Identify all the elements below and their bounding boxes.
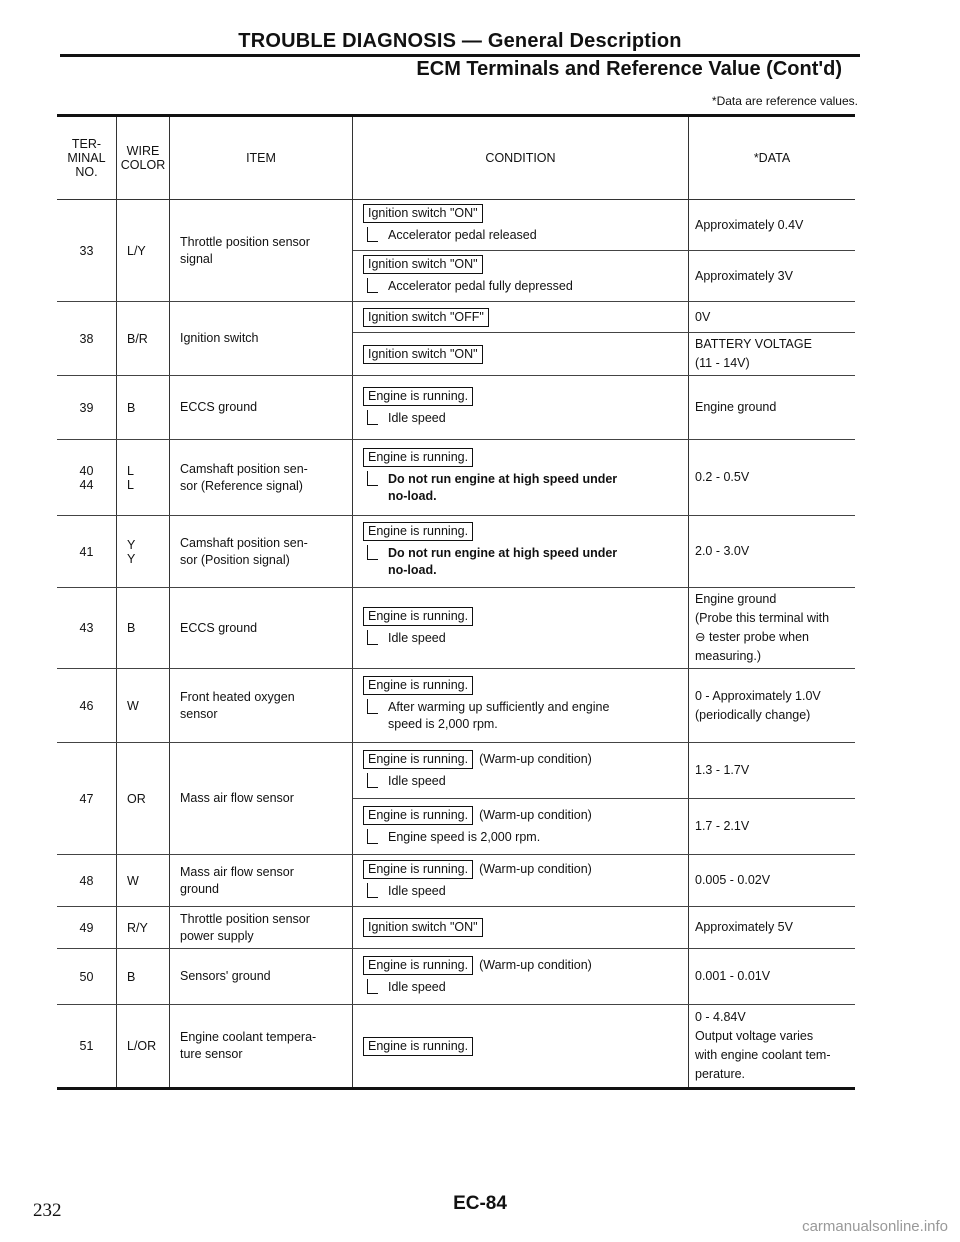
sub-condition-text: Accelerator pedal released — [388, 228, 537, 242]
table-row — [57, 669, 855, 743]
condition-cell — [353, 302, 689, 333]
condition-cell — [353, 200, 689, 251]
condition-box: Engine is running. — [363, 806, 473, 825]
sub-condition-bracket-icon — [367, 883, 378, 898]
item-cell: ECCS ground — [170, 376, 353, 440]
condition-cell — [353, 949, 689, 1005]
header-terminal: TER- MINAL NO. — [57, 116, 117, 200]
condition-qualifier: (Warm-up condition) — [479, 957, 592, 972]
wire-color-cell: L/OR — [117, 1005, 170, 1089]
wire-color-cell: R/Y — [117, 907, 170, 949]
item-cell: Sensors' ground — [170, 949, 353, 1005]
sub-condition-bracket-icon — [367, 630, 378, 645]
terminal-cell: 39 — [57, 376, 117, 440]
data-value-cell: 1.7 - 2.1V — [689, 799, 856, 855]
terminal-cell: 43 — [57, 588, 117, 669]
data-value-cell: Approximately 5V — [689, 907, 856, 949]
table-header-row — [57, 116, 855, 200]
data-value-cell: Approximately 0.4V — [689, 200, 856, 251]
condition-box: Engine is running. — [363, 607, 473, 626]
condition-box: Ignition switch "ON" — [363, 345, 483, 364]
header-wire-color: WIRE COLOR — [117, 116, 170, 200]
terminal-cell: 40 44 — [57, 440, 117, 516]
condition-cell — [353, 907, 689, 949]
condition-box: Engine is running. — [363, 387, 473, 406]
sub-condition-bracket-icon — [367, 829, 378, 844]
sub-condition-bracket-icon — [367, 979, 378, 994]
item-cell: Mass air flow sensor ground — [170, 855, 353, 907]
wire-color-cell: W — [117, 669, 170, 743]
table-row — [57, 302, 855, 333]
condition-box: Engine is running. — [363, 750, 473, 769]
wire-color-cell: L/Y — [117, 200, 170, 302]
condition-cell — [353, 251, 689, 302]
condition-box: Ignition switch "ON" — [363, 255, 483, 274]
item-cell: Mass air flow sensor — [170, 743, 353, 855]
condition-cell — [353, 799, 689, 855]
sub-condition-text: Idle speed — [388, 883, 446, 898]
terminal-cell: 50 — [57, 949, 117, 1005]
table-row — [57, 743, 855, 799]
sub-condition-text: After warming up sufficiently and engine speed is 2,000 rpm. — [388, 700, 610, 731]
item-cell: Camshaft position sen- sor (Reference signal) — [170, 440, 353, 516]
condition-box: Engine is running. — [363, 522, 473, 541]
wire-color-cell: L L — [117, 440, 170, 516]
sub-condition-text: Idle speed — [388, 773, 446, 788]
condition-cell — [353, 588, 689, 669]
condition-cell — [353, 376, 689, 440]
condition-box: Engine is running. — [363, 956, 473, 975]
header-condition: CONDITION — [353, 116, 689, 200]
condition-box: Ignition switch "ON" — [363, 918, 483, 937]
table-row — [57, 200, 855, 251]
item-cell: Camshaft position sen- sor (Position signal) — [170, 516, 353, 588]
table-row — [57, 516, 855, 588]
data-value-cell: 2.0 - 3.0V — [689, 516, 856, 588]
data-value-cell: Engine ground (Probe this terminal with ⊖ tester probe when measuring.) — [689, 588, 856, 669]
sub-condition-bracket-icon — [367, 699, 378, 714]
terminal-cell: 49 — [57, 907, 117, 949]
condition-box: Engine is running. — [363, 1037, 473, 1056]
table-row — [57, 1005, 855, 1089]
item-cell: Throttle position sensor power supply — [170, 907, 353, 949]
sub-condition-text: Idle speed — [388, 631, 446, 645]
condition-qualifier: (Warm-up condition) — [479, 751, 592, 766]
condition-cell — [353, 440, 689, 516]
table-row — [57, 855, 855, 907]
data-value-cell: 1.3 - 1.7V — [689, 743, 856, 799]
sub-condition-text: Accelerator pedal fully depressed — [388, 279, 573, 293]
table-row — [57, 376, 855, 440]
data-value-cell: Approximately 3V — [689, 251, 856, 302]
table-row — [57, 588, 855, 669]
wire-color-cell: OR — [117, 743, 170, 855]
item-cell: Engine coolant tempera- ture sensor — [170, 1005, 353, 1089]
ecm-terminals-table — [57, 114, 855, 1090]
wire-color-cell: Y Y — [117, 516, 170, 588]
watermark: carmanualsonline.info — [802, 1218, 948, 1235]
sub-condition-text: Do not run engine at high speed under no-load. — [388, 546, 618, 577]
table-row — [57, 907, 855, 949]
sub-condition-bracket-icon — [367, 545, 378, 560]
condition-box: Engine is running. — [363, 676, 473, 695]
condition-cell — [353, 516, 689, 588]
condition-box: Engine is running. — [363, 448, 473, 467]
condition-box: Engine is running. — [363, 860, 473, 879]
sub-condition-bracket-icon — [367, 227, 378, 242]
item-cell: Throttle position sensor signal — [170, 200, 353, 302]
data-value-cell: Engine ground — [689, 376, 856, 440]
data-value-cell: 0V — [689, 302, 856, 333]
condition-cell — [353, 1005, 689, 1089]
terminal-cell: 41 — [57, 516, 117, 588]
title-rule — [60, 54, 860, 57]
sub-condition-text: Idle speed — [388, 979, 446, 994]
data-value-cell: 0.2 - 0.5V — [689, 440, 856, 516]
table-row — [57, 440, 855, 516]
sub-condition-bracket-icon — [367, 278, 378, 293]
data-value-cell: 0 - 4.84V Output voltage varies with engine coolant tem- perature. — [689, 1005, 856, 1089]
page-number: 232 — [33, 1200, 62, 1221]
terminal-cell: 38 — [57, 302, 117, 376]
sub-condition-text: Idle speed — [388, 410, 446, 425]
data-value-cell: 0.005 - 0.02V — [689, 855, 856, 907]
condition-qualifier: (Warm-up condition) — [479, 861, 592, 876]
wire-color-cell: B — [117, 376, 170, 440]
item-cell: Front heated oxygen sensor — [170, 669, 353, 743]
page-title: TROUBLE DIAGNOSIS — General Description — [238, 30, 682, 52]
section-subtitle: ECM Terminals and Reference Value (Cont'd) — [416, 58, 842, 80]
terminal-cell: 46 — [57, 669, 117, 743]
condition-box: Ignition switch "ON" — [363, 204, 483, 223]
wire-color-cell: B — [117, 588, 170, 669]
table-body — [57, 200, 855, 1089]
terminal-cell: 51 — [57, 1005, 117, 1089]
data-value-cell: BATTERY VOLTAGE (11 - 14V) — [689, 333, 856, 376]
condition-cell — [353, 743, 689, 799]
reference-note: *Data are reference values. — [711, 94, 858, 108]
data-value-cell: 0 - Approximately 1.0V (periodically change) — [689, 669, 856, 743]
wire-color-cell: B — [117, 949, 170, 1005]
item-cell: ECCS ground — [170, 588, 353, 669]
condition-qualifier: (Warm-up condition) — [479, 807, 592, 822]
condition-cell — [353, 855, 689, 907]
sub-condition-text: Do not run engine at high speed under no-load. — [388, 472, 618, 503]
terminal-cell: 33 — [57, 200, 117, 302]
header-data: *DATA — [689, 116, 856, 200]
condition-cell — [353, 669, 689, 743]
header-item: ITEM — [170, 116, 353, 200]
condition-cell — [353, 333, 689, 376]
data-value-cell: 0.001 - 0.01V — [689, 949, 856, 1005]
terminal-cell: 48 — [57, 855, 117, 907]
wire-color-cell: B/R — [117, 302, 170, 376]
terminal-cell: 47 — [57, 743, 117, 855]
wire-color-cell: W — [117, 855, 170, 907]
condition-box: Ignition switch "OFF" — [363, 308, 489, 327]
sub-condition-bracket-icon — [367, 471, 378, 486]
sub-condition-bracket-icon — [367, 773, 378, 788]
table-row — [57, 949, 855, 1005]
sub-condition-bracket-icon — [367, 410, 378, 425]
section-code: EC-84 — [453, 1193, 507, 1214]
sub-condition-text: Engine speed is 2,000 rpm. — [388, 829, 541, 844]
item-cell: Ignition switch — [170, 302, 353, 376]
